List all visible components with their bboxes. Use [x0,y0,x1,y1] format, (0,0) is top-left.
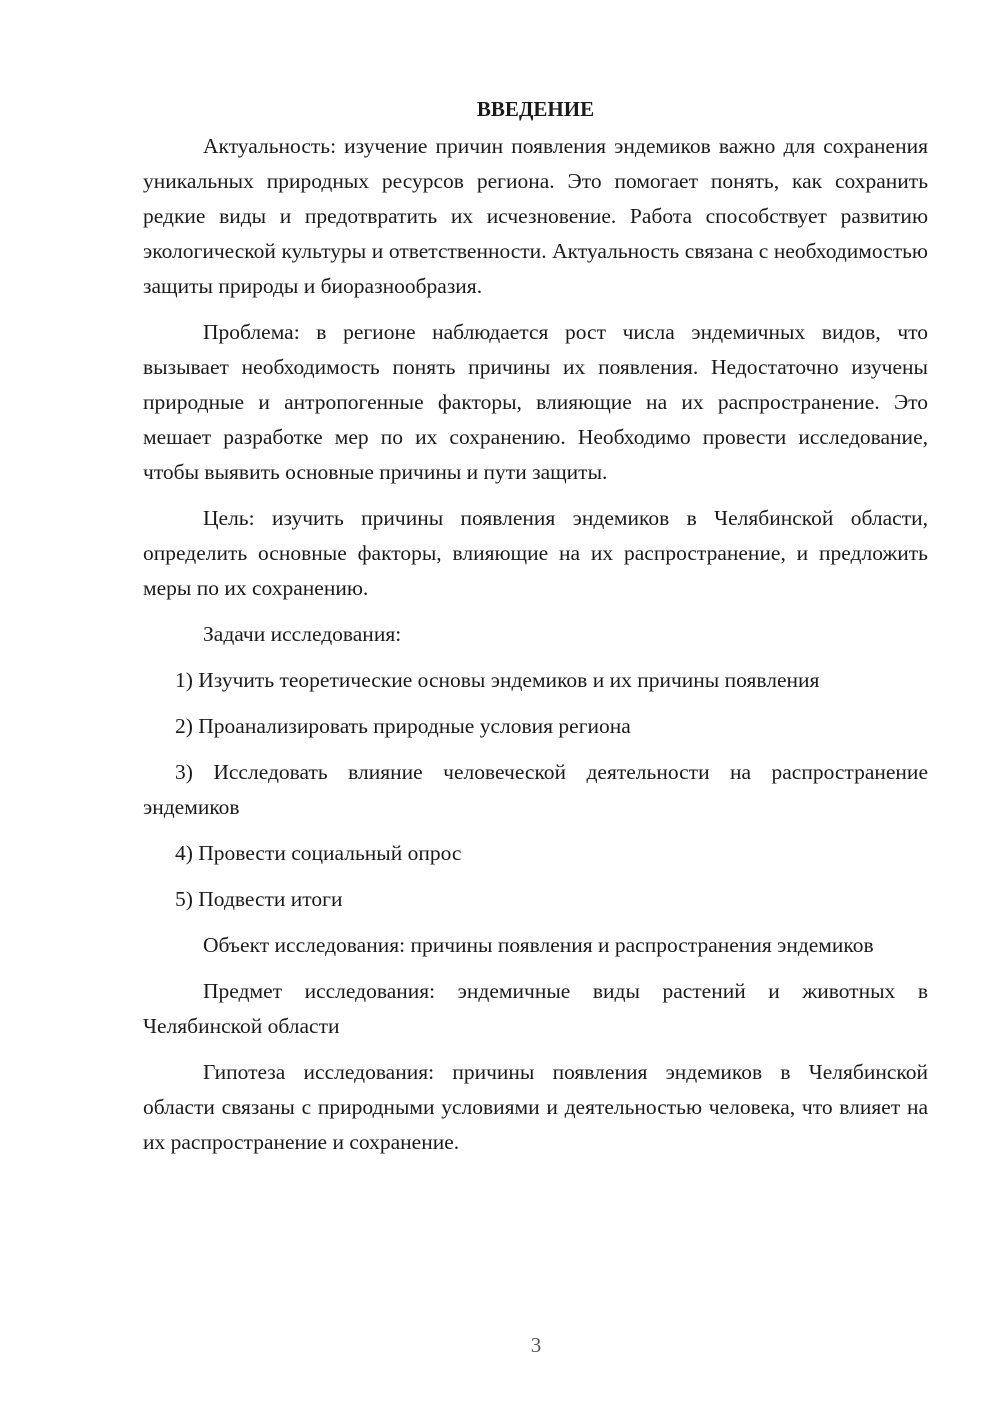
page-number: 3 [530,1333,542,1357]
task-item-2: 2) Проанализировать природные условия региона [175,714,631,738]
object-paragraph: Объект исследования: причины появления и распространения эндемиков [203,933,874,957]
task-item-3: 3) Исследовать влияние человеческой деятельности на распространение эндемиков [143,760,928,819]
relevance-paragraph: Актуальность: изучение причин появления эндемиков важно для сохранения уникальных природных ресурсов региона. Это помогает понять, как сохранить редкие виды и предотвратить их исчезновение. Работа способствует развитию экологической культуры и ответственности. Актуальность связана с необходимостью защиты природы и биоразнообразия. [143,134,928,298]
task-item-1: 1) Изучить теоретические основы эндемиков и их причины появления [175,668,820,692]
tasks-heading: Задачи исследования: [203,622,402,646]
subject-paragraph: Предмет исследования: эндемичные виды растений и животных в Челябинской области [143,979,928,1038]
section-title: ВВЕДЕНИЕ [476,97,595,121]
task-item-5: 5) Подвести итоги [175,887,343,911]
goal-paragraph: Цель: изучить причины появления эндемиков в Челябинской области, определить основные факторы, влияющие на их распространение, и предложить меры по их сохранению. [143,506,928,600]
problem-paragraph: Проблема: в регионе наблюдается рост числа эндемичных видов, что вызывает необходимость понять причины их появления. Недостаточно изучены природные и антропогенные факторы, влияющие на их распространение. Это мешает разработке мер по их сохранению. Необходимо провести исследование, чтобы выявить основные причины и пути защиты. [143,320,928,484]
page-content [143,92,928,1171]
task-item-4: 4) Провести социальный опрос [175,841,462,865]
hypothesis-paragraph: Гипотеза исследования: причины появления эндемиков в Челябинской области связаны с природными условиями и деятельностью человека, что влияет на их распространение и сохранение. [143,1060,928,1154]
